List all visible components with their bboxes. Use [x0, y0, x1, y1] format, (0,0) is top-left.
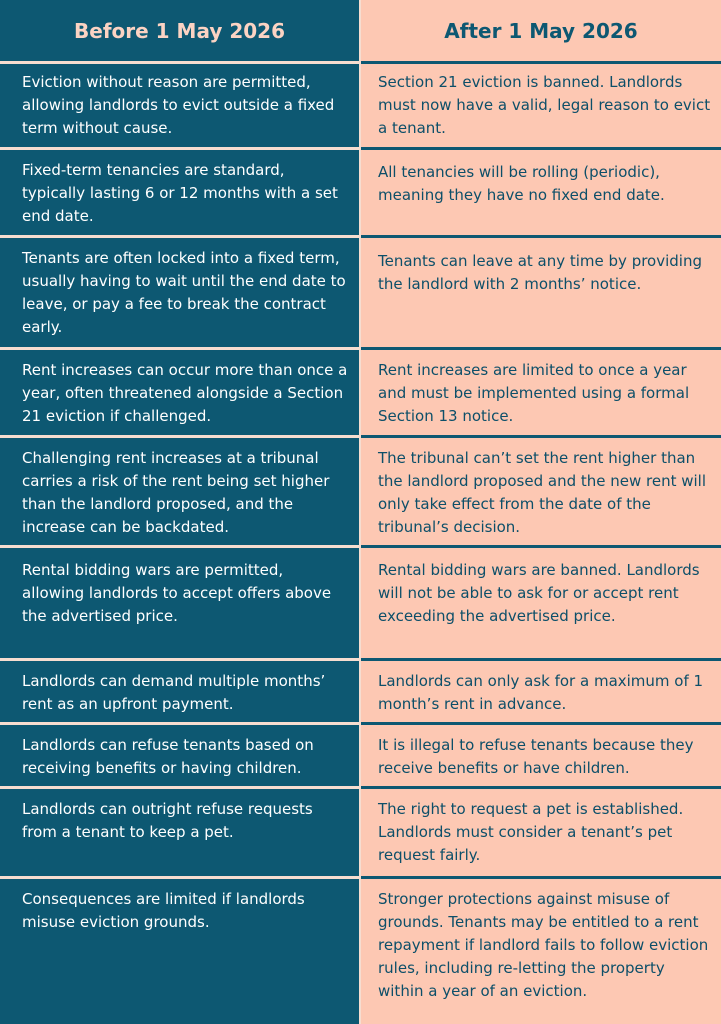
- row-divider: [0, 61, 359, 64]
- header-after: After 1 May 2026: [444, 19, 638, 43]
- row-9-after: The right to request a pet is established. Landlords must consider a tenant’s pet request fairly.: [378, 800, 684, 864]
- row-divider: [0, 435, 359, 438]
- row-divider: [0, 147, 359, 150]
- row-divider: [361, 786, 721, 789]
- row-divider: [361, 235, 721, 238]
- row-3-before: Tenants are often locked into a fixed term, usually having to wait until the end date to leave, or pay a fee to break the contract early.: [22, 249, 346, 336]
- row-7-after: Landlords can only ask for a maximum of 1 month’s rent in advance.: [378, 672, 704, 713]
- row-6-before: Rental bidding wars are permitted, allowing landlords to accept offers above the advertised price.: [22, 561, 332, 625]
- row-9-before: Landlords can outright refuse requests from a tenant to keep a pet.: [22, 800, 313, 841]
- row-divider: [0, 658, 359, 661]
- row-divider: [0, 235, 359, 238]
- row-divider: [361, 61, 721, 64]
- row-5-before: Challenging rent increases at a tribunal carries a risk of the rent being set higher than the landlord proposed, and the increase can be backdated.: [22, 449, 330, 536]
- row-1-before: Eviction without reason are permitted, allowing landlords to evict outside a fixed term without cause.: [22, 73, 335, 137]
- row-7-before: Landlords can demand multiple months’ rent as an upfront payment.: [22, 672, 326, 713]
- row-divider: [0, 545, 359, 548]
- row-divider: [0, 722, 359, 725]
- row-divider: [0, 786, 359, 789]
- row-10-after: Stronger protections against misuse of grounds. Tenants may be entitled to a rent repayment if landlord fails to follow eviction rules, including re-letting the property within a year of an eviction.: [378, 890, 709, 1000]
- row-10-before: Consequences are limited if landlords misuse eviction grounds.: [22, 890, 305, 931]
- row-6-after: Rental bidding wars are banned. Landlords will not be able to ask for or accept rent exceeding the advertised price.: [378, 561, 700, 625]
- row-4-after: Rent increases are limited to once a year and must be implemented using a formal Section 13 notice.: [378, 361, 690, 425]
- row-divider: [361, 347, 721, 350]
- row-1-after: Section 21 eviction is banned. Landlords must now have a valid, legal reason to evict a tenant.: [378, 73, 711, 137]
- row-divider: [361, 876, 721, 879]
- row-2-before: Fixed-term tenancies are standard, typically lasting 6 or 12 months with a set end date.: [22, 161, 338, 225]
- header-before: Before 1 May 2026: [74, 19, 285, 43]
- row-divider: [0, 876, 359, 879]
- row-divider: [361, 147, 721, 150]
- row-8-before: Landlords can refuse tenants based on receiving benefits or having children.: [22, 736, 314, 777]
- row-5-after: The tribunal can’t set the rent higher than the landlord proposed and the new rent will only take effect from the date of the tribunal’s decision.: [378, 449, 707, 536]
- row-divider: [361, 435, 721, 438]
- row-divider: [0, 347, 359, 350]
- row-divider: [361, 545, 721, 548]
- row-8-after: It is illegal to refuse tenants because they receive benefits or have children.: [378, 736, 694, 777]
- row-3-after: Tenants can leave at any time by providing the landlord with 2 months’ notice.: [378, 252, 702, 293]
- row-divider: [361, 722, 721, 725]
- row-4-before: Rent increases can occur more than once a year, often threatened alongside a Section 21 eviction if challenged.: [22, 361, 348, 425]
- row-2-after: All tenancies will be rolling (periodic), meaning they have no fixed end date.: [378, 163, 665, 204]
- row-divider: [361, 658, 721, 661]
